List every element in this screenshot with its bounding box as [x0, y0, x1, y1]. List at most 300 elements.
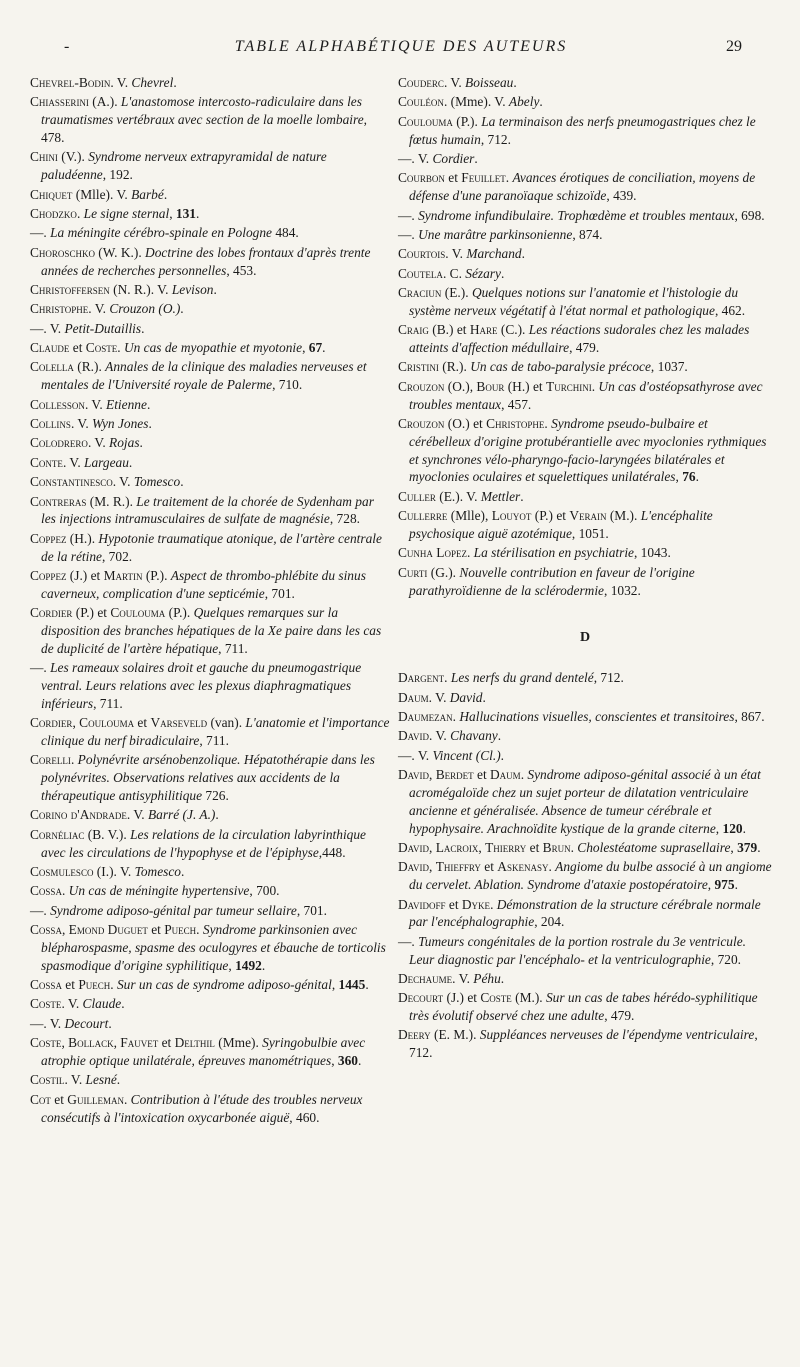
author-name: Coulouma: [79, 715, 135, 731]
entry-text: ,: [169, 205, 176, 221]
entries-c: [398, 74, 772, 599]
entry-text: , 462.: [714, 302, 746, 318]
entry-text: . V.: [62, 454, 85, 470]
index-entry: [30, 882, 392, 900]
index-entry: [30, 567, 392, 603]
article-title: Quelques remarques sur la disposition des branches hépatiques de la Xe paire dans les cas de duplicité de l'artère hépatique: [41, 605, 382, 656]
entry-text: et: [61, 977, 79, 993]
entry-text: .: [141, 320, 145, 336]
entry-text: .: [180, 301, 184, 317]
article-title: Aspect de thrombo-phlébite du sinus caverneux, complication d'une septicémie: [41, 568, 366, 601]
article-title: Les nerfs du grand dentelé: [450, 670, 594, 686]
article-title: Syndrome nerveux extrapyramidal de nature paludéenne: [41, 149, 327, 183]
article-title: Contribution à l'étude des troubles nerveux consécutifs à l'intoxication oxycarbonée aiguë: [41, 1091, 363, 1125]
index-entry: [398, 284, 772, 320]
index-entry: [30, 604, 392, 657]
entry-text: .: [544, 416, 552, 432]
author-name: Crouzon: [398, 378, 445, 394]
author-name: Verain: [569, 508, 607, 524]
author-name: Daum: [398, 689, 429, 705]
index-entry: [30, 1034, 392, 1070]
index-entry: [30, 148, 392, 184]
entry-text: .: [173, 75, 177, 90]
article-title: Syndrome pseudo-bulbaire et cérébelleux d'origine protubérantielle avec myoclonies rythmiques et synchrones vélo-pharyngo-facio-laryngées bilatérales et myoclonies oculaires et squelettiques unilatérales: [409, 416, 767, 485]
article-title: Largeau: [84, 454, 129, 470]
author-name: David: [398, 859, 430, 875]
article-title: Les réactions sudorales chez les malades atteints d'affection médullaire: [409, 322, 750, 356]
entry-text: (O.) et: [444, 416, 487, 432]
entry-text: .: [148, 416, 152, 432]
author-name: Martin: [103, 568, 143, 583]
entry-text: —.: [30, 225, 51, 241]
entry-text: . V.: [87, 435, 110, 451]
author-name: Daum: [490, 767, 521, 783]
entry-text: . V.: [64, 1072, 86, 1088]
index-entry: [398, 727, 772, 745]
article-title: Etienne: [106, 396, 147, 412]
entry-text: (van).: [207, 715, 246, 731]
article-title: Une marâtre parkinsonienne: [418, 226, 573, 242]
article-title: Démonstration de la structure cérébrale normale par l'encéphalographie: [409, 896, 761, 930]
entry-text: .: [180, 474, 184, 490]
author-name: Christophe: [486, 416, 545, 432]
article-title: Le traitement de la chorée de Sydenham par les injections intramusculaires de sulfate de magnésie: [41, 493, 374, 527]
author-name: Cristini: [398, 359, 439, 375]
article-title: Decourt: [64, 1015, 109, 1031]
index-entry: [30, 1015, 392, 1033]
entry-text: —.: [398, 933, 419, 949]
entry-text: (E. M.).: [430, 1027, 480, 1043]
author-name: Louyot: [491, 508, 532, 524]
article-title: Syndrome infundibulaire. Trophœdème et troubles mentaux: [418, 207, 735, 223]
entry-text: . (Mme). V.: [443, 94, 509, 110]
entry-text: .: [108, 1015, 112, 1031]
index-entry: [398, 669, 772, 687]
entry-text: ,: [331, 1053, 338, 1069]
entry-text: , 711.: [199, 732, 229, 748]
author-name: Puech: [78, 977, 111, 993]
entry-text: ,: [72, 715, 80, 731]
author-name: Chiquet: [30, 186, 73, 202]
entry-text: .: [505, 170, 513, 186]
article-title: Sur un cas de syndrome adiposo-génital: [116, 977, 332, 993]
author-name: Guilleman: [67, 1091, 124, 1107]
article-title: Abely: [508, 94, 540, 110]
author-name: Fauvet: [120, 1035, 159, 1051]
index-entry: [30, 659, 392, 712]
article-title: Marchand: [466, 246, 522, 262]
page-ref-bold: 1492: [235, 957, 262, 973]
entry-text: (N. R.). V.: [109, 281, 172, 297]
entry-text: . V.: [110, 75, 132, 90]
index-entry: [30, 244, 392, 280]
entry-text: (R.).: [73, 359, 106, 375]
entry-text: .: [76, 205, 84, 221]
index-entry: [30, 863, 392, 881]
entry-text: (Mlle). V.: [72, 186, 132, 202]
page-ref-bold: 975: [714, 877, 735, 893]
entry-text: (A.).: [88, 94, 121, 110]
author-name: Cordier: [30, 605, 73, 621]
entry-text: .: [539, 94, 543, 110]
entry-text: et: [147, 922, 165, 938]
author-name: Constantinesco: [30, 474, 113, 490]
entry-text: .: [500, 970, 505, 986]
entry-text: .: [466, 545, 474, 561]
index-entry: [398, 708, 772, 726]
article-title: Nouvelle contribution en faveur de l'origine parathyroïdienne de la sclérodermie: [409, 564, 695, 598]
article-title: La terminaison des nerfs pneumogastriques chez le fœtus humain: [409, 113, 756, 147]
author-name: Daumezan: [398, 708, 453, 724]
author-name: Varseveld: [150, 715, 208, 731]
entry-text: . V.: [70, 416, 93, 432]
author-name: Chevrel-Bodin: [30, 75, 111, 90]
entry-text: et: [473, 767, 491, 783]
author-name: Cullerre: [398, 508, 448, 524]
author-name: Costil: [30, 1072, 65, 1088]
entry-text: , 701.: [264, 585, 295, 601]
entry-text: —. V.: [398, 150, 433, 166]
author-name: Decourt: [398, 990, 444, 1006]
entry-text: ,: [707, 877, 715, 893]
entry-text: .: [117, 340, 124, 356]
entry-text: , 874.: [572, 226, 603, 242]
entry-text: .: [474, 150, 478, 166]
author-name: Hare: [469, 322, 498, 338]
entry-text: (P.).: [165, 605, 194, 621]
entry-text: , 701.: [296, 902, 327, 918]
entry-text: .: [591, 378, 599, 394]
entry-text: . V.: [84, 396, 107, 412]
entry-text: . V.: [429, 728, 451, 744]
index-entry: [398, 113, 772, 149]
page-ref-bold: 1445: [338, 977, 366, 993]
entry-text: , 720.: [710, 951, 742, 967]
author-name: Thieffry: [435, 859, 481, 875]
article-title: L'anastomose intercosto-radiculaire dans les traumatismes vertébraux avec section de la moelle lombaire: [41, 94, 364, 128]
index-entry: [398, 415, 772, 486]
index-entry: [30, 186, 392, 204]
author-name: Collins: [30, 416, 71, 432]
index-entry: [398, 321, 772, 357]
article-title: Un cas d'ostéopsathyrose avec troubles mentaux: [409, 378, 763, 412]
author-name: Craciun: [398, 285, 442, 301]
entry-text: —. V.: [398, 747, 433, 763]
entry-text: . V.: [445, 246, 467, 262]
entry-text: , 712.: [409, 1027, 758, 1061]
author-name: Claude: [30, 340, 70, 356]
entry-text: ,448.: [318, 844, 346, 860]
entry-text: —.: [398, 226, 419, 242]
index-entry: [398, 378, 772, 414]
entry-text: .: [521, 246, 525, 262]
index-entry: [30, 339, 392, 357]
entry-text: , 439.: [606, 188, 637, 204]
entry-text: .: [116, 1072, 121, 1088]
index-entry: [30, 74, 392, 92]
author-name: Cot: [30, 1091, 51, 1107]
article-title: Suppléances nerveuses de l'épendyme ventriculaire: [479, 1027, 755, 1043]
entry-text: , 1051.: [571, 526, 609, 542]
index-entry: [30, 205, 392, 223]
entry-text: (M.).: [511, 990, 546, 1006]
article-title: Claude: [82, 996, 122, 1012]
author-name: Couderc: [398, 75, 444, 90]
article-title: La méningite cérébro-spinale en Pologne: [50, 225, 272, 241]
section-heading-d: D: [579, 630, 591, 646]
page-ref-bold: 67: [308, 340, 323, 356]
entry-text: —. V.: [30, 320, 65, 336]
entry-text: , 460.: [289, 1109, 320, 1125]
entry-text: 726.: [202, 787, 229, 803]
author-name: Turchini: [546, 378, 592, 394]
entry-text: .: [695, 469, 699, 485]
author-name: Coppez: [30, 530, 67, 546]
entry-text: et: [134, 715, 151, 731]
entry-text: ,: [302, 340, 309, 356]
index-entry: [398, 689, 772, 707]
entry-text: .: [757, 839, 761, 855]
index-entry: [30, 1091, 392, 1127]
entry-text: , 192.: [102, 167, 133, 183]
article-title: Hypotonie traumatique atonique, de l'artère centrale de la rétine: [41, 530, 382, 564]
index-entry: [398, 564, 772, 600]
entry-text: ,: [730, 839, 738, 855]
article-title: Sézary: [465, 265, 501, 281]
index-entry: [30, 93, 392, 146]
author-name: Davidoff: [398, 896, 446, 912]
entry-text: .: [742, 820, 746, 836]
author-name: Bollack: [68, 1035, 114, 1051]
article-title: L'encéphalite psychosique aiguë azotémique: [409, 508, 713, 542]
article-title: Tumeurs congénitales de la portion rostrale du 3e ventricule. Leur diagnostic par l'encéphalo- et la ventriculographie: [409, 933, 746, 967]
entry-text: .: [215, 807, 219, 823]
author-name: Bour: [476, 378, 505, 394]
article-title: Barré (J. A.): [147, 807, 216, 823]
entry-text: , 457.: [501, 396, 532, 412]
entry-text: , 479.: [569, 340, 600, 356]
entry-text: .: [520, 488, 524, 504]
entry-text: .: [196, 205, 200, 221]
entry-text: (O.),: [444, 378, 477, 394]
entry-text: ,: [675, 469, 683, 485]
entry-text: ,: [429, 767, 436, 783]
index-entry: [30, 995, 392, 1013]
entry-text: (P.).: [142, 568, 171, 583]
entry-text: , 712.: [480, 131, 511, 147]
index-entry: [30, 751, 392, 804]
entry-text: (W. K.).: [94, 244, 146, 260]
index-entry: [30, 396, 392, 414]
entry-text: (P.) et: [531, 508, 570, 524]
index-entry: [398, 989, 772, 1025]
author-name: Chiasserini: [30, 94, 89, 110]
article-title: Vincent (Cl.): [432, 747, 501, 763]
entry-text: .: [128, 454, 133, 470]
entry-text: et: [50, 1091, 68, 1107]
index-entry: [30, 434, 392, 452]
entry-text: .: [110, 977, 117, 993]
entry-text: .: [444, 670, 451, 686]
entry-text: , 479.: [604, 1008, 635, 1024]
entry-text: , 702.: [101, 548, 133, 564]
entry-text: .: [570, 839, 578, 855]
author-name: Dargent: [398, 670, 445, 686]
author-name: Chini: [30, 149, 58, 165]
author-name: Christoffersen: [30, 281, 110, 297]
entry-text: , 453.: [226, 262, 257, 278]
running-header: [60, 38, 742, 62]
entry-text: (E.). V.: [435, 488, 481, 504]
entry-text: (G.).: [427, 564, 460, 580]
article-title: Chevrel: [131, 75, 174, 90]
entry-text: , 711.: [218, 640, 248, 656]
entry-text: (Mlle),: [447, 508, 492, 524]
index-entry: [30, 530, 392, 566]
author-name: Couléon: [398, 94, 444, 110]
article-title: Les relations de la circulation labyrinthique avec les circulations de l'hypophyse et de l'épiphyse: [41, 826, 367, 860]
entry-text: , 710.: [272, 377, 303, 393]
author-name: Cunha Lopez: [398, 545, 467, 561]
index-entry: [398, 265, 772, 283]
article-title: L'anatomie et l'importance clinique du nerf biradiculaire: [41, 715, 390, 748]
article-title: Un cas de myopathie et myotonie: [123, 340, 303, 356]
entry-text: .: [322, 340, 326, 356]
page-ref-bold: 131: [175, 205, 196, 221]
article-title: Tomesco: [134, 863, 182, 879]
article-title: Petit-Dutaillis: [64, 320, 142, 336]
article-title: Polynévrite arsénobenzolique. Hépatothérapie dans les polynévrites. Observations relatives aux accidents de la thérapeutique antisyphilitique: [41, 752, 375, 803]
entry-text: .: [181, 863, 185, 879]
article-title: Péhu: [473, 970, 501, 986]
author-name: Coulouma: [398, 113, 453, 129]
entry-text: .: [163, 186, 168, 202]
author-name: Curti: [398, 564, 428, 580]
entry-text: , 698.: [734, 207, 765, 223]
author-name: Lacroix: [435, 839, 479, 855]
header-title: TABLE ALPHABÉTIQUE DES AUTEURS: [234, 38, 568, 55]
index-entry: [398, 1026, 772, 1062]
entry-text: (V.).: [57, 149, 89, 165]
entry-text: . V.: [61, 996, 83, 1012]
article-title: Lesné: [85, 1072, 117, 1088]
article-title: Levison: [171, 281, 214, 297]
article-title: Cordier: [432, 150, 475, 166]
article-title: Syringobulbie avec atrophie optique unilatérale, épreuves manométriques: [41, 1035, 366, 1069]
author-name: Brun: [542, 839, 571, 855]
entry-text: ,: [478, 839, 486, 855]
article-title: Barbé: [131, 186, 164, 202]
index-entry: [398, 245, 772, 263]
entry-text: .: [520, 767, 528, 783]
header-dash: -: [64, 38, 72, 55]
entry-text: , 204.: [534, 914, 565, 930]
entry-text: (P.).: [452, 113, 482, 129]
entry-text: , 867.: [734, 708, 765, 724]
article-title: Quelques notions sur l'anatomie et l'histologie du système nerveux végétatif à l'état normal et pathologique: [409, 285, 739, 318]
entry-text: .: [497, 728, 502, 744]
index-entry: [398, 488, 772, 506]
entry-text: .: [70, 752, 78, 768]
page-ref-bold: 76: [682, 469, 696, 485]
article-title: Les rameaux solaires droit et gauche du pneumogastrique ventral. Leurs relations avec les plexus diaphragmatiques inférieurs: [41, 660, 362, 711]
index-entry: [398, 93, 772, 111]
author-name: Askenasy: [497, 859, 549, 875]
entry-text: .: [500, 747, 505, 763]
entry-text: —.: [30, 902, 51, 918]
author-name: Coste: [85, 340, 118, 356]
article-title: Cholestéatome suprasellaire: [577, 839, 731, 855]
article-title: Mettler: [480, 488, 521, 504]
entry-text: (E.).: [441, 285, 472, 301]
index-entry: [30, 300, 392, 318]
entry-text: . C.: [442, 265, 466, 281]
article-title: La stérilisation en psychiatrie: [473, 545, 634, 561]
page-ref-bold: 379: [737, 839, 758, 855]
article-title: Doctrine des lobes frontaux d'après trente années de recherches personnelles: [41, 244, 371, 278]
index-entry: [398, 358, 772, 376]
article-title: Un cas de méningite hypertensive: [68, 883, 250, 899]
entry-text: ,: [228, 957, 236, 973]
entry-text: (Mme).: [214, 1035, 263, 1051]
entry-text: et: [526, 839, 543, 855]
author-name: Cosmulesco: [30, 863, 94, 879]
entry-text: (J.) et: [443, 990, 481, 1006]
author-name: Cossa: [30, 883, 62, 899]
index-entry: [30, 806, 392, 824]
index-entry: [30, 358, 392, 394]
index-entry: [30, 281, 392, 299]
entry-text: ,: [429, 839, 436, 855]
author-name: Dyke: [461, 896, 491, 912]
entry-text: .: [452, 708, 460, 724]
entry-text: .: [146, 396, 151, 412]
author-name: Contreras: [30, 493, 87, 509]
author-name: Deery: [398, 1027, 431, 1043]
author-name: Coulouma: [110, 605, 166, 621]
author-name: Cornéliac: [30, 826, 85, 842]
author-name: Conte: [30, 454, 63, 470]
index-entry: [398, 74, 772, 92]
author-name: Coste: [30, 1035, 62, 1051]
author-name: Dechaume: [398, 970, 453, 986]
entry-text: .: [734, 877, 738, 893]
entry-text: —.: [30, 660, 51, 676]
index-entry: [398, 933, 772, 969]
entry-text: , 1037.: [650, 359, 688, 375]
index-entry: [30, 493, 392, 529]
author-name: Delthil: [174, 1035, 215, 1051]
author-name: Coutela: [398, 265, 443, 281]
article-title: David: [449, 689, 483, 705]
entry-text: .: [139, 435, 143, 451]
entry-text: .: [482, 689, 486, 705]
entry-text: .: [123, 1091, 131, 1107]
article-title: Syndrome parkinsonien avec blépharospasme, spasme des oculogyres et ébauche de torticolis spasmodique d'origine syphilitique: [41, 922, 386, 973]
entry-text: . V.: [443, 75, 466, 90]
author-name: Thierry: [485, 839, 527, 855]
entry-text: . V.: [452, 970, 474, 986]
entry-text: , 1032.: [604, 582, 641, 598]
article-title: Le signe sternal: [83, 205, 170, 221]
entry-text: ,: [113, 1035, 121, 1051]
author-name: David: [398, 839, 430, 855]
entry-text: .: [358, 1053, 362, 1069]
entry-text: ,: [61, 1035, 69, 1051]
entry-text: et: [444, 170, 462, 186]
entry-text: (H.) et: [504, 378, 547, 394]
article-title: Angiome du bulbe associé à un angiome du cervelet. Ablation. Syndrome d'ataxie postopératoire: [409, 859, 772, 893]
